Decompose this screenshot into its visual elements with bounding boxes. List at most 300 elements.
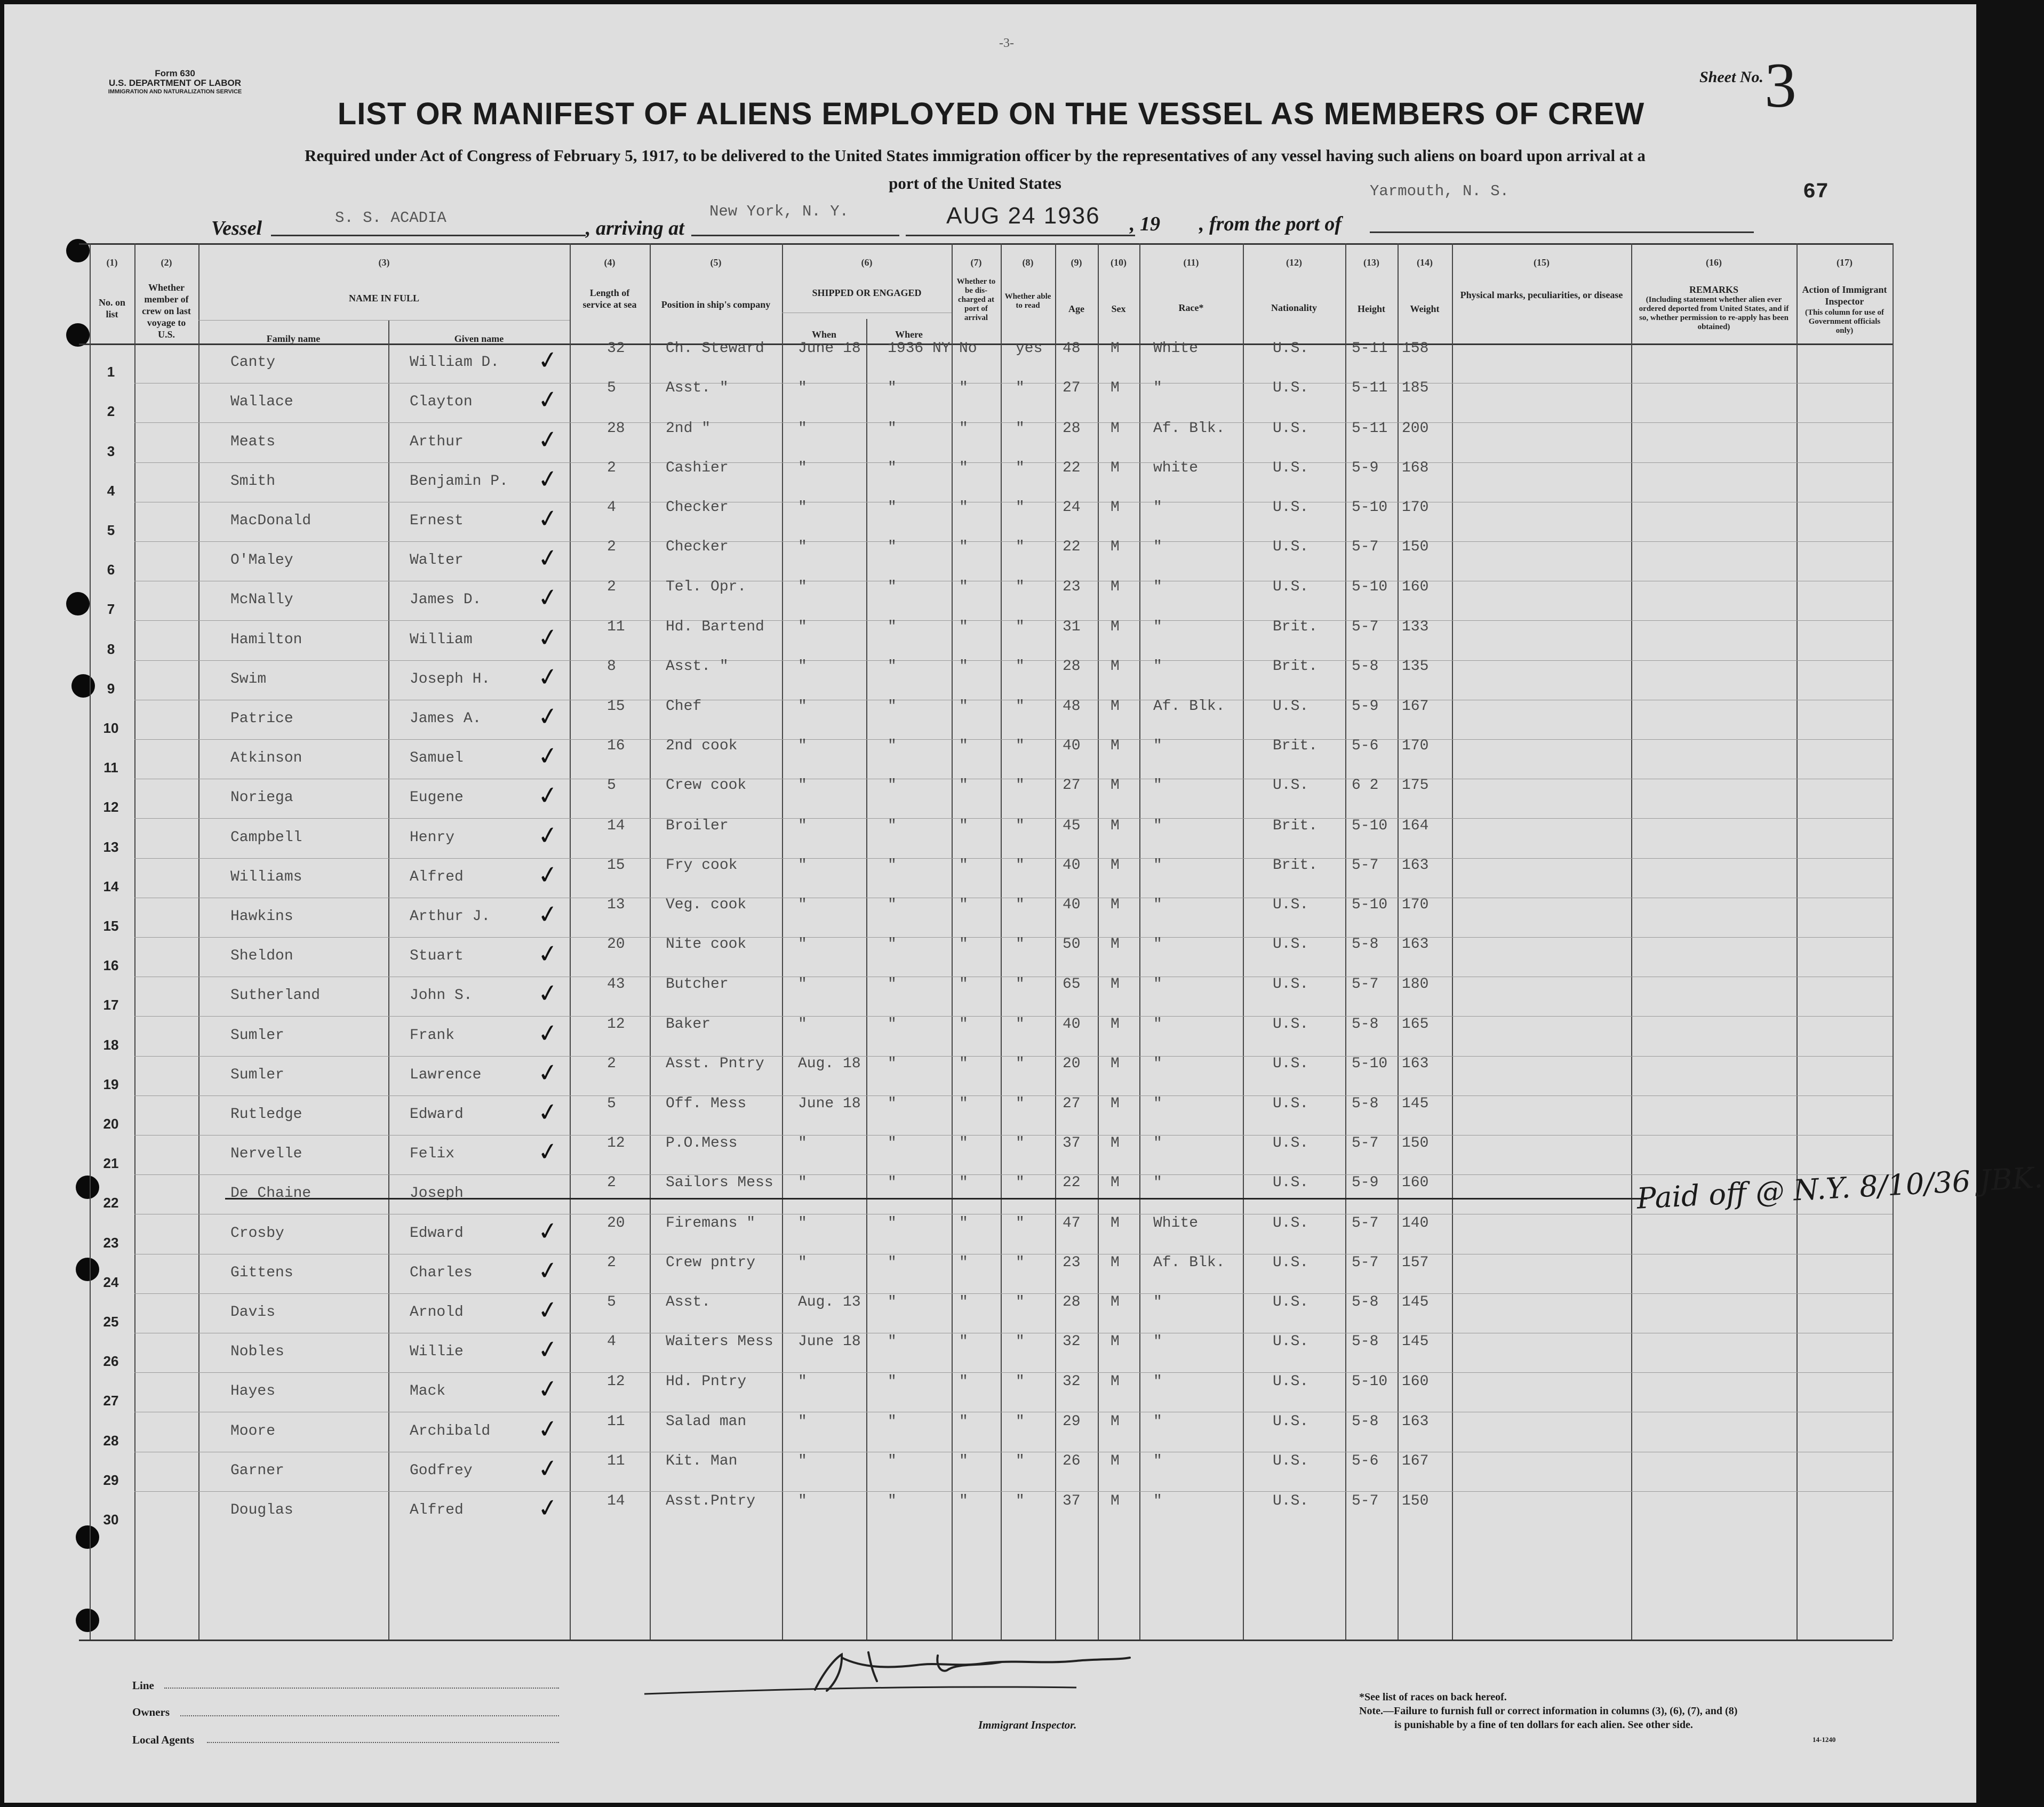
- cell-nationality: U.S.: [1273, 1452, 1309, 1469]
- cell-nationality: U.S.: [1273, 698, 1309, 715]
- page-mark: -3-: [999, 36, 1014, 50]
- header-where: Where: [895, 329, 923, 340]
- cell-nationality: U.S.: [1273, 897, 1309, 913]
- cell-height: 5-8: [1352, 1413, 1379, 1430]
- row-number: 6: [107, 562, 115, 578]
- cell-age: 22: [1063, 459, 1081, 476]
- cell-given: Felix: [410, 1146, 455, 1163]
- row-number: 23: [103, 1234, 119, 1251]
- row-number: 15: [103, 918, 119, 934]
- cell-given: James D.: [410, 591, 482, 609]
- header-action-sub: (This column for use of Government officials only): [1805, 308, 1885, 335]
- cell-age: 40: [1063, 857, 1081, 874]
- cell-family: Swim: [230, 670, 267, 687]
- cell-discharged: ": [959, 936, 968, 953]
- cell-height: 5-10: [1352, 897, 1388, 913]
- cell-read: ": [1016, 936, 1025, 953]
- cell-weight: 160: [1402, 1373, 1429, 1390]
- cell-service: 14: [607, 1493, 625, 1509]
- cell-race: ": [1153, 1493, 1162, 1509]
- cell-age: 50: [1063, 936, 1081, 953]
- cell-sex: M: [1111, 420, 1120, 437]
- check-mark: ✓: [536, 1413, 561, 1445]
- cell-where: ": [888, 1493, 897, 1509]
- cell-family: Davis: [230, 1304, 276, 1321]
- cell-family: Wallace: [230, 394, 293, 411]
- row-number: 13: [103, 838, 119, 855]
- cell-read: ": [1016, 1254, 1025, 1271]
- column-number: (8): [1022, 257, 1034, 268]
- column-number: (3): [378, 257, 390, 268]
- cell-given: Benjamin P.: [410, 473, 508, 490]
- cell-nationality: U.S.: [1273, 499, 1309, 516]
- cell-age: 28: [1063, 1294, 1081, 1310]
- cell-discharged: ": [959, 857, 968, 874]
- cell-race: ": [1153, 1373, 1162, 1390]
- column-rule: [1797, 243, 1798, 1640]
- row-rule: [134, 818, 1893, 819]
- cell-when: ": [798, 459, 807, 476]
- check-mark: ✓: [536, 1096, 561, 1128]
- cell-age: 23: [1063, 1254, 1081, 1271]
- cell-race: ": [1153, 817, 1162, 834]
- cell-weight: 170: [1402, 897, 1429, 913]
- cell-weight: 180: [1402, 976, 1429, 993]
- check-mark: ✓: [536, 938, 561, 970]
- check-mark: ✓: [536, 1373, 561, 1405]
- row-number: 30: [103, 1512, 119, 1528]
- cell-given: Edward: [410, 1225, 464, 1242]
- cell-where: ": [888, 698, 897, 715]
- signature-text: John P. Ostrom: [639, 1636, 643, 1637]
- header-name-in-full: NAME IN FULL: [348, 293, 419, 303]
- header-age: Age: [1068, 303, 1084, 314]
- cell-discharged: ": [959, 738, 968, 755]
- cell-when: ": [798, 1174, 807, 1192]
- cell-where: ": [888, 1214, 897, 1232]
- column-number: (12): [1286, 257, 1302, 268]
- cell-position: Veg. cook: [666, 897, 747, 913]
- cell-height: 5-7: [1352, 1214, 1379, 1232]
- cell-race: ": [1153, 936, 1162, 953]
- column-rule: [570, 243, 571, 1640]
- cell-weight: 150: [1402, 539, 1429, 556]
- cell-race: Af. Blk.: [1153, 698, 1225, 715]
- cell-discharged: ": [959, 499, 968, 516]
- cell-family: Rutledge: [230, 1106, 302, 1123]
- cell-given: Willie: [410, 1344, 464, 1361]
- column-rule: [1345, 243, 1346, 1640]
- cell-height: 5-7: [1352, 857, 1379, 874]
- cell-position: Chef: [666, 698, 702, 715]
- cell-service: 15: [607, 698, 625, 715]
- column-number: (15): [1534, 257, 1550, 268]
- row-rule: [134, 422, 1893, 423]
- cell-service: 2: [607, 1254, 616, 1271]
- cell-family: MacDonald: [230, 513, 312, 529]
- header-physical: Physical marks, peculiarities, or disease: [1460, 290, 1623, 300]
- cell-given: Alfred: [410, 1502, 464, 1518]
- cell-service: 43: [607, 976, 625, 993]
- footer-line-dots: [164, 1688, 559, 1689]
- cell-age: 47: [1063, 1214, 1081, 1232]
- cell-family: Douglas: [230, 1502, 293, 1518]
- cell-race: ": [1153, 1135, 1162, 1152]
- cell-family: Nervelle: [230, 1146, 302, 1163]
- cell-when: ": [798, 857, 807, 874]
- cell-height: 5-8: [1352, 658, 1379, 675]
- cell-when: ": [798, 1413, 807, 1430]
- column-rule: [198, 243, 199, 1640]
- cell-weight: 163: [1402, 1413, 1429, 1430]
- check-mark: ✓: [536, 581, 561, 613]
- cell-when: ": [798, 1135, 807, 1152]
- cell-age: 27: [1063, 380, 1081, 397]
- cell-family: Sutherland: [230, 987, 321, 1004]
- cell-nationality: U.S.: [1273, 1135, 1309, 1152]
- cell-family: Sumler: [230, 1027, 284, 1044]
- header-discharged: Whether to be dis-charged at port of arrival: [956, 277, 996, 322]
- cell-nationality: U.S.: [1273, 579, 1309, 596]
- cell-when: ": [798, 499, 807, 516]
- cell-read: ": [1016, 738, 1025, 755]
- header-no-on-list: No. on list: [98, 297, 125, 319]
- header-weight: Weight: [1410, 303, 1440, 314]
- cell-sex: M: [1111, 1096, 1120, 1112]
- cell-height: 5-10: [1352, 1055, 1388, 1072]
- column-rule: [1139, 243, 1140, 1640]
- cell-family: De Chaine: [230, 1185, 312, 1202]
- cell-sex: M: [1111, 976, 1120, 993]
- header-shipped: SHIPPED OR ENGAGED: [812, 287, 922, 298]
- row-rule: [134, 858, 1893, 859]
- row-rule: [134, 1174, 1893, 1175]
- header-position: Position in ship's company: [661, 299, 771, 310]
- cell-nationality: U.S.: [1273, 1413, 1309, 1430]
- cell-family: Hawkins: [230, 908, 293, 925]
- cell-weight: 200: [1402, 420, 1429, 437]
- row-number: 5: [107, 522, 115, 538]
- cell-when: ": [798, 738, 807, 755]
- check-mark: ✓: [536, 423, 561, 455]
- cell-age: 31: [1063, 618, 1081, 635]
- cell-discharged: ": [959, 1174, 968, 1192]
- cell-read: ": [1016, 1413, 1025, 1430]
- row-rule: [134, 739, 1893, 740]
- cell-family: Crosby: [230, 1225, 284, 1242]
- cell-race: White: [1153, 1214, 1199, 1232]
- cell-where: ": [888, 1254, 897, 1271]
- remark-handwritten: Paid off @ N.Y. 8/10/36 JBK.: [1635, 1161, 2044, 1216]
- cell-age: 29: [1063, 1413, 1081, 1430]
- cell-height: 5-8: [1352, 1333, 1379, 1350]
- cell-height: 5-9: [1352, 459, 1379, 476]
- check-mark: ✓: [536, 1017, 561, 1049]
- vessel-value: S. S. ACADIA: [335, 209, 446, 227]
- cell-when: Aug. 13: [798, 1294, 861, 1310]
- check-mark: ✓: [536, 898, 561, 930]
- header-member-last-voyage: Whether member of crew on last voyage to U.S.: [142, 282, 191, 340]
- inspector-signature: [639, 1636, 1151, 1700]
- cell-when: ": [798, 976, 807, 993]
- check-mark: ✓: [536, 1057, 561, 1089]
- cell-service: 2: [607, 1055, 616, 1072]
- column-rule: [952, 243, 953, 1640]
- row-number: 29: [103, 1472, 119, 1488]
- cell-service: 20: [607, 936, 625, 953]
- cell-nationality: U.S.: [1273, 976, 1309, 993]
- form-department: U.S. DEPARTMENT OF LABOR: [108, 78, 242, 88]
- cell-height: 5-7: [1352, 976, 1379, 993]
- arriving-value: New York, N. Y.: [709, 203, 849, 220]
- cell-race: ": [1153, 380, 1162, 397]
- row-number: 25: [103, 1314, 119, 1330]
- check-mark: ✓: [536, 383, 561, 415]
- cell-discharged: ": [959, 1055, 968, 1072]
- column-number: (13): [1363, 257, 1379, 268]
- sheet-label: Sheet No.: [1699, 68, 1763, 86]
- row-number: 16: [103, 957, 119, 974]
- cell-nationality: U.S.: [1273, 1373, 1309, 1390]
- cell-position: Broiler: [666, 817, 729, 834]
- cell-read: ": [1016, 1294, 1025, 1310]
- cell-nationality: U.S.: [1273, 539, 1309, 556]
- column-number: (4): [604, 257, 616, 268]
- cell-nationality: U.S.: [1273, 1333, 1309, 1350]
- row-number: 28: [103, 1432, 119, 1449]
- check-mark: ✓: [536, 740, 561, 772]
- cell-height: 5-9: [1352, 1174, 1379, 1192]
- header-action: Action of Immigrant Inspector: [1802, 284, 1887, 307]
- cell-sex: M: [1111, 1055, 1120, 1072]
- cell-service: 5: [607, 1096, 616, 1112]
- cell-height: 5-9: [1352, 698, 1379, 715]
- cell-sex: M: [1111, 817, 1120, 834]
- cell-height: 5-10: [1352, 499, 1388, 516]
- cell-discharged: ": [959, 1333, 968, 1350]
- cell-given: Lawrence: [410, 1066, 482, 1083]
- column-rule: [1243, 243, 1244, 1640]
- cell-discharged: ": [959, 539, 968, 556]
- row-rule: [134, 660, 1893, 661]
- cell-age: 65: [1063, 976, 1081, 993]
- header-when: When: [811, 329, 836, 340]
- header-able-read: Whether able to read: [1004, 292, 1051, 310]
- cell-sex: M: [1111, 539, 1120, 556]
- cell-height: 5-6: [1352, 1452, 1379, 1469]
- cell-given: Henry: [410, 829, 455, 846]
- header-race: Race*: [1178, 302, 1204, 313]
- cell-discharged: No: [959, 340, 977, 357]
- cell-family: Smith: [230, 473, 276, 490]
- cell-read: ": [1016, 777, 1025, 794]
- cell-where: ": [888, 380, 897, 397]
- cell-discharged: ": [959, 1016, 968, 1033]
- column-rule: [782, 243, 783, 1640]
- cell-discharged: ": [959, 380, 968, 397]
- cell-service: 2: [607, 1174, 616, 1192]
- cell-sex: M: [1111, 777, 1120, 794]
- cell-when: ": [798, 658, 807, 675]
- cell-weight: 133: [1402, 618, 1429, 635]
- cell-discharged: ": [959, 1294, 968, 1310]
- cell-race: Af. Blk.: [1153, 420, 1225, 437]
- check-mark: ✓: [536, 1254, 561, 1286]
- footer-agents-label: Local Agents: [132, 1733, 195, 1746]
- cell-sex: M: [1111, 1174, 1120, 1192]
- inspector-caption: Immigrant Inspector.: [978, 1718, 1077, 1731]
- column-rule: [1098, 243, 1099, 1640]
- cell-race: ": [1153, 579, 1162, 596]
- check-mark: ✓: [536, 502, 561, 534]
- cell-weight: 167: [1402, 698, 1429, 715]
- cell-when: ": [798, 777, 807, 794]
- cell-where: ": [888, 1373, 897, 1390]
- column-number: (14): [1417, 257, 1433, 268]
- cell-nationality: U.S.: [1273, 936, 1309, 953]
- cell-sex: M: [1111, 738, 1120, 755]
- cell-family: Hayes: [230, 1383, 276, 1400]
- cell-read: ": [1016, 658, 1025, 675]
- cell-where: ": [888, 1294, 897, 1310]
- cell-given: Walter: [410, 552, 464, 569]
- cell-weight: 170: [1402, 499, 1429, 516]
- cell-discharged: ": [959, 1254, 968, 1271]
- cell-weight: 150: [1402, 1493, 1429, 1509]
- cell-height: 5-11: [1352, 380, 1388, 397]
- cell-family: Sumler: [230, 1066, 284, 1083]
- row-number: 24: [103, 1274, 119, 1290]
- form-code: 14-1240: [1813, 1736, 1836, 1744]
- cell-when: ": [798, 698, 807, 715]
- cell-service: 2: [607, 539, 616, 556]
- cell-discharged: ": [959, 817, 968, 834]
- cell-family: Nobles: [230, 1344, 284, 1361]
- cell-where: ": [888, 420, 897, 437]
- cell-discharged: ": [959, 698, 968, 715]
- row-rule: [134, 1491, 1893, 1492]
- cell-age: 48: [1063, 698, 1081, 715]
- cell-read: ": [1016, 380, 1025, 397]
- cell-where: 1936 NY: [888, 340, 951, 357]
- cell-race: ": [1153, 1452, 1162, 1469]
- cell-service: 2: [607, 579, 616, 596]
- cell-when: ": [798, 618, 807, 635]
- cell-read: ": [1016, 1214, 1025, 1232]
- cell-family: Noriega: [230, 789, 293, 806]
- cell-when: ": [798, 1254, 807, 1271]
- cell-when: ": [798, 897, 807, 913]
- footer-agents-dots: [207, 1742, 559, 1743]
- cell-family: Sheldon: [230, 948, 293, 965]
- subtitle-line-1: Required under Act of Congress of February 5, 1917, to be delivered to the United States immigration officer by the representatives of any vessel having such aliens on board upon arrival at a: [305, 146, 1646, 165]
- cell-race: ": [1153, 1294, 1162, 1310]
- sheet-number: 3: [1764, 50, 1797, 121]
- cell-position: Asst. ": [666, 380, 729, 397]
- cell-service: 11: [607, 1452, 625, 1469]
- cell-race: ": [1153, 658, 1162, 675]
- cell-discharged: ": [959, 658, 968, 675]
- cell-service: 8: [607, 658, 616, 675]
- cell-when: ": [798, 1016, 807, 1033]
- cell-where: ": [888, 618, 897, 635]
- cell-read: yes: [1016, 340, 1043, 357]
- cell-sex: M: [1111, 1016, 1120, 1033]
- strike-through-line: [225, 1198, 1647, 1200]
- cell-position: Checker: [666, 499, 729, 516]
- check-mark: ✓: [536, 1136, 561, 1168]
- cell-when: ": [798, 539, 807, 556]
- row-number: 12: [103, 799, 119, 815]
- cell-when: ": [798, 380, 807, 397]
- cell-service: 15: [607, 857, 625, 874]
- cell-position: Cashier: [666, 459, 729, 476]
- row-number: 18: [103, 1036, 119, 1053]
- cell-position: Sailors Mess: [666, 1174, 773, 1192]
- page-title: LIST OR MANIFEST OF ALIENS EMPLOYED ON THE VESSEL AS MEMBERS OF CREW: [337, 97, 1645, 131]
- row-number: 4: [107, 482, 115, 499]
- form-number: Form 630: [155, 68, 195, 78]
- cell-height: 5-7: [1352, 618, 1379, 635]
- cell-when: June 18: [798, 1096, 861, 1112]
- row-rule: [134, 462, 1893, 463]
- cell-discharged: ": [959, 579, 968, 596]
- cell-nationality: Brit.: [1273, 658, 1318, 675]
- cell-discharged: ": [959, 459, 968, 476]
- cell-given: Joseph: [410, 1185, 464, 1202]
- cell-service: 12: [607, 1373, 625, 1390]
- cell-age: 40: [1063, 1016, 1081, 1033]
- cell-sex: M: [1111, 1413, 1120, 1430]
- cell-position: Nite cook: [666, 936, 747, 953]
- cell-sex: M: [1111, 1214, 1120, 1232]
- cell-where: ": [888, 817, 897, 834]
- cell-position: Salad man: [666, 1413, 747, 1430]
- table-top-rule: [79, 243, 1893, 245]
- column-number: (16): [1706, 257, 1722, 268]
- cell-height: 5-8: [1352, 936, 1379, 953]
- cell-position: Hd. Pntry: [666, 1373, 747, 1390]
- header-family-name: Family name: [266, 333, 321, 344]
- cell-position: Waiters Mess: [666, 1333, 773, 1350]
- cell-service: 14: [607, 817, 625, 834]
- cell-read: ": [1016, 1135, 1025, 1152]
- row-number: 2: [107, 403, 115, 420]
- header-height: Height: [1358, 303, 1385, 314]
- row-number: 8: [107, 641, 115, 657]
- cell-height: 5-10: [1352, 579, 1388, 596]
- cell-service: 16: [607, 738, 625, 755]
- cell-sex: M: [1111, 857, 1120, 874]
- cell-read: ": [1016, 1452, 1025, 1469]
- cell-nationality: Brit.: [1273, 618, 1318, 635]
- cell-weight: 150: [1402, 1135, 1429, 1152]
- cell-sex: M: [1111, 380, 1120, 397]
- cell-weight: 140: [1402, 1214, 1429, 1232]
- cell-weight: 163: [1402, 936, 1429, 953]
- header-remarks: REMARKS: [1689, 284, 1738, 295]
- cell-when: ": [798, 1214, 807, 1232]
- row-number: 9: [107, 680, 115, 697]
- name-split-rule: [198, 320, 570, 321]
- cell-nationality: U.S.: [1273, 1174, 1309, 1192]
- cell-read: ": [1016, 698, 1025, 715]
- cell-nationality: Brit.: [1273, 857, 1318, 874]
- cell-given: Mack: [410, 1383, 446, 1400]
- cell-given: Ernest: [410, 513, 464, 529]
- header-nationality: Nationality: [1271, 302, 1317, 313]
- cell-age: 40: [1063, 738, 1081, 755]
